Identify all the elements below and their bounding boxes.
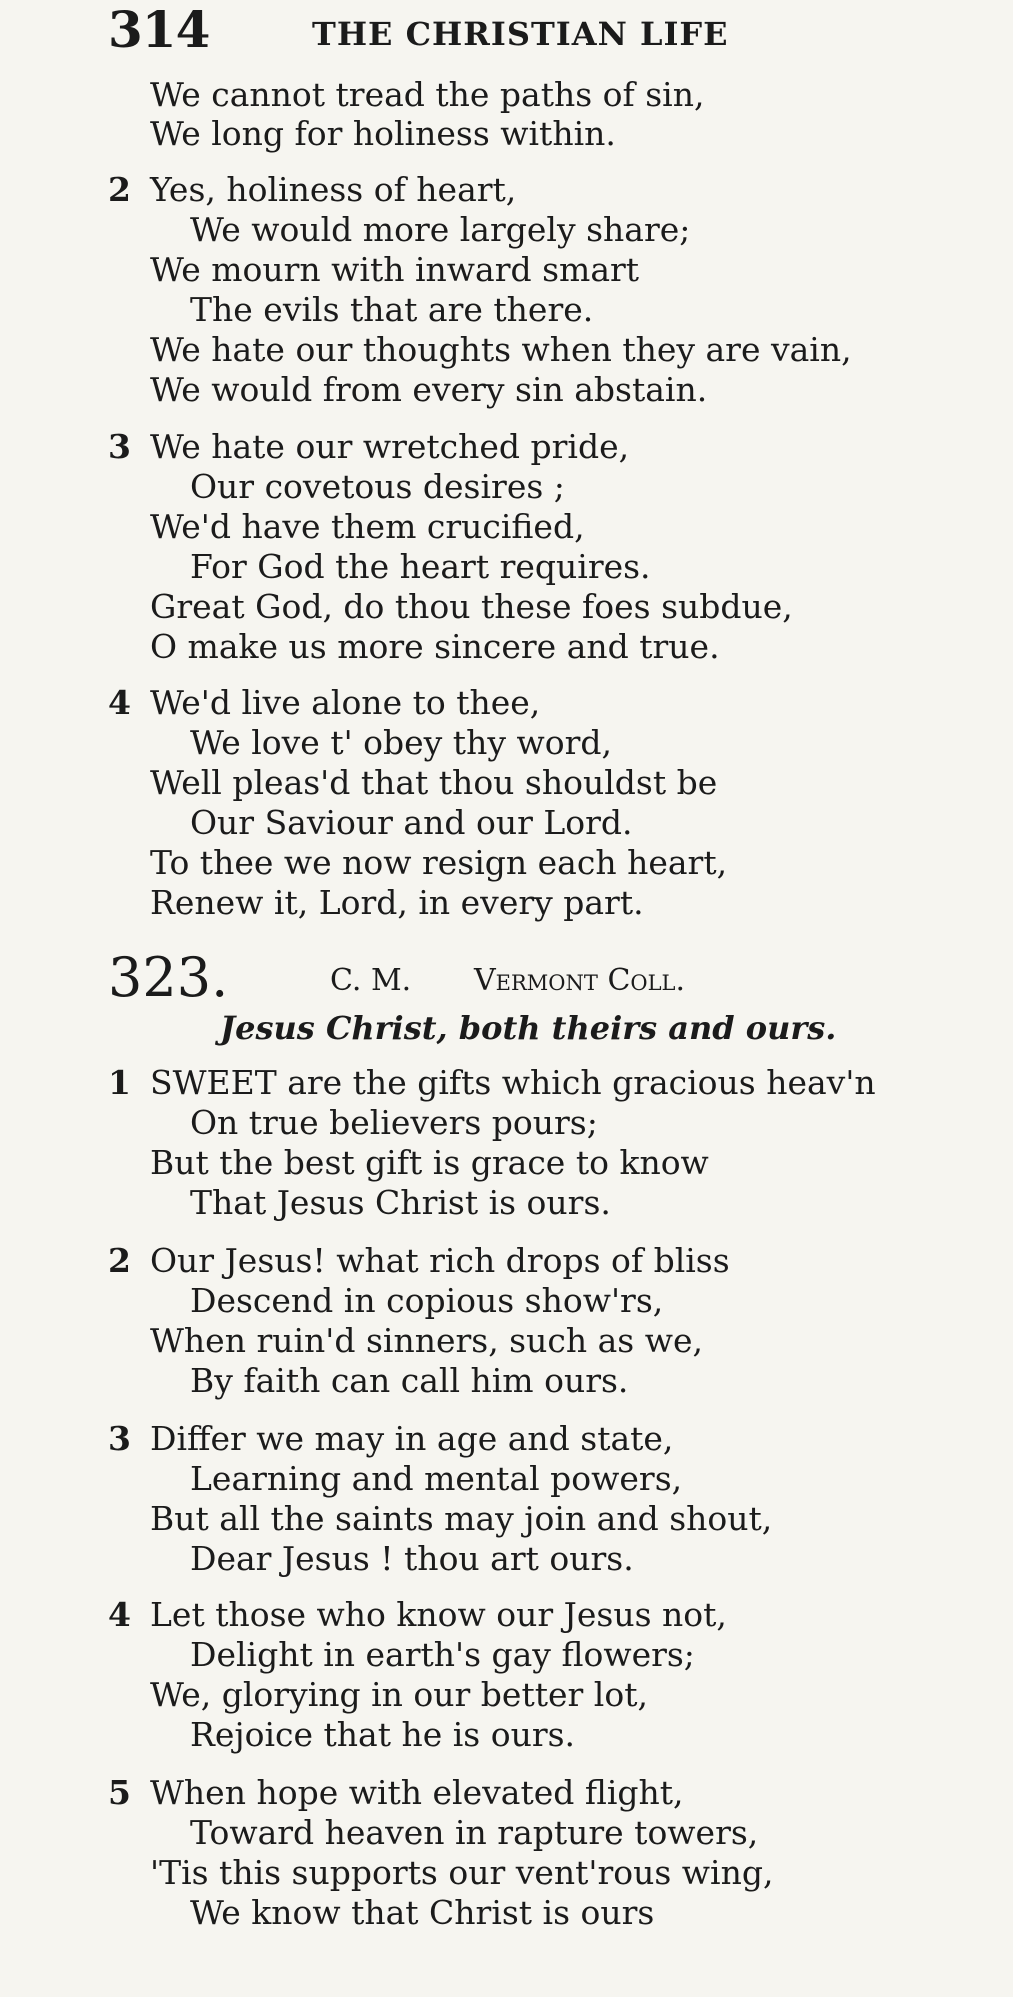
verse-line: Yes, holiness of heart, [150, 170, 517, 209]
stanza-number: 2 [108, 1241, 131, 1280]
hymn-subtitle: Jesus Christ, both theirs and ours. [220, 1009, 837, 1047]
hymn-meter: C. M. [330, 963, 412, 998]
verse-line: 'Tis this supports our vent'rous wing, [150, 1853, 774, 1892]
verse-line: Rejoice that he is ours. [190, 1715, 576, 1754]
stanza-number: 3 [108, 1419, 131, 1458]
running-title: THE CHRISTIAN LIFE [312, 15, 729, 53]
verse-line: For God the heart requires. [190, 547, 651, 586]
verse-line: We know that Christ is ours [190, 1893, 655, 1932]
verse-line: But all the saints may join and shout, [150, 1499, 773, 1538]
hymn-number: 323. [108, 946, 229, 1009]
verse-line: We'd live alone to thee, [150, 683, 541, 722]
verse-line: When ruin'd sinners, such as we, [150, 1321, 703, 1360]
verse-line: Our Saviour and our Lord. [190, 803, 633, 842]
stanza-number: 4 [108, 683, 131, 722]
verse-line: Dear Jesus ! thou art ours. [190, 1539, 634, 1578]
verse-line: We mourn with inward smart [150, 250, 640, 289]
page-header [108, 0, 988, 59]
verse-line: We hate our thoughts when they are vain, [150, 330, 852, 369]
page-number: 314 [108, 0, 210, 59]
verse-line: We cannot tread the paths of sin, [150, 75, 705, 114]
verse-line: We love t' obey thy word, [190, 723, 612, 762]
verse-line: Our covetous desires ; [190, 467, 565, 506]
stanza-number: 2 [108, 170, 131, 209]
stanza-number: 1 [108, 1063, 131, 1102]
verse-line: We hate our wretched pride, [150, 427, 630, 466]
verse-line: We would more largely share; [190, 210, 691, 249]
verse-line: To thee we now resign each heart, [150, 843, 728, 882]
verse-line: On true believers pours; [190, 1103, 598, 1142]
verse-line: Descend in copious show'rs, [190, 1281, 664, 1320]
verse-line: Toward heaven in rapture towers, [190, 1813, 759, 1852]
verse-line: SWEET are the gifts which gracious heav'n [150, 1063, 876, 1102]
verse-line: Learning and mental powers, [190, 1459, 683, 1498]
stanza-number: 5 [108, 1773, 131, 1812]
verse-line: When hope with elevated flight, [150, 1773, 684, 1812]
stanza-number: 3 [108, 427, 131, 466]
verse-line: That Jesus Christ is ours. [190, 1183, 611, 1222]
verse-line: We'd have them crucified, [150, 507, 585, 546]
verse-line: Differ we may in age and state, [150, 1419, 674, 1458]
verse-line: We would from every sin abstain. [150, 370, 708, 409]
verse-line: By faith can call him ours. [190, 1361, 629, 1400]
verse-line: Our Jesus! what rich drops of bliss [150, 1241, 730, 1280]
verse-line: Renew it, Lord, in every part. [150, 883, 644, 922]
hymn-tune: Vermont Coll. [474, 963, 686, 998]
verse-line: Well pleas'd that thou shouldst be [150, 763, 718, 802]
verse-line: We, glorying in our better lot, [150, 1675, 648, 1714]
verse-line: But the best gift is grace to know [150, 1143, 709, 1182]
verse-line: The evils that are there. [190, 290, 594, 329]
verse-line: O make us more sincere and true. [150, 627, 720, 666]
verse-line: We long for holiness within. [150, 114, 616, 153]
verse-line: Delight in earth's gay flowers; [190, 1635, 695, 1674]
verse-line: Let those who know our Jesus not, [150, 1595, 727, 1634]
verse-line: Great God, do thou these foes subdue, [150, 587, 793, 626]
stanza-number: 4 [108, 1595, 131, 1634]
